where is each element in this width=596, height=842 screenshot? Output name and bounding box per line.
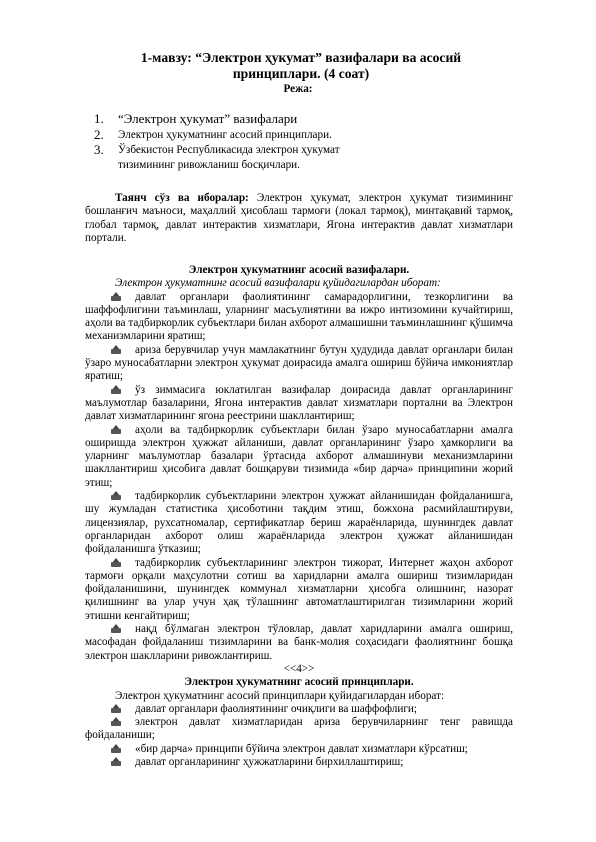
- list-item-text: аҳоли ва тадбиркорлик субъектлари билан ўзаро муносабатларни амалга оширишда электрон ҳужжат айланиши, давлат органларининг ўзаро ҳамкорлиги ва уларнинг маълумотлар базалари ўртасида ахборот алмашинуви механизмларини шакллантириш ҳисобига давлат бошқаруви тизимида «бир дарча» принципини жорий этиш;: [85, 423, 513, 489]
- list-item-text: тадбиркорлик субъектларини электрон ҳужжат айланишидан фойдаланишга, шу жумладан статистика ҳисоботини тақдим этиш, божхона расмийлаштируви, лицензиялар, рухсатномалар, сертификатлар бериш жараёнларида, шунингдек давлат органларидан ахборот олиш жараёнларида электрон ҳужжат айланишидан фойдаланишга ўтказиш;: [85, 490, 513, 556]
- list-item-text: ўз зиммасига юклатилган вазифалар доирасида давлат органларининг маълумотлар базаларини, Ягона интерактив давлат хизматлари портални ва Электрон давлат хизматларининг ягона реестрини шакллантириш;: [85, 383, 513, 423]
- list-item: [85, 756, 513, 769]
- bullet-icon: [111, 491, 121, 500]
- bullet-icon: [111, 425, 121, 434]
- list-item: [85, 557, 513, 623]
- list-item-text: нақд бўлмаган электрон тўловлар, давлат харидларини амалга ошириш, масофадан фойдаланиш тизимларини ва банк-молия соҳасидаги фаолиятнинг бошқа электрон шаклларини ривожлантириш.: [85, 623, 513, 662]
- section-principles-intro: Электрон ҳукуматнинг асосий принциплари қуйидагилардан иборат:: [115, 689, 445, 702]
- list-item-text: «бир дарча» принципи бўйича электрон давлат хизматлари кўрсатиш;: [135, 742, 468, 755]
- list-item: [85, 716, 513, 743]
- bullet-icon: [111, 345, 121, 354]
- bullet-icon: [111, 624, 121, 633]
- section-functions-intro: Электрон ҳукуматнинг асосий вазифалари қуйидагилардан иборат:: [115, 277, 441, 290]
- list-item: [85, 703, 513, 716]
- keywords-label: Таянч сўз ва иборалар:: [115, 192, 249, 204]
- list-item-text: давлат органлари фаолиятининг очиқлиги ва шаффофлиги;: [135, 702, 418, 715]
- keywords-text: Электрон ҳукумат, электрон ҳукумат тизимининг бошланғич маъноси, маҳаллий ҳисоблаш тармоғи (локал тармоқ), минтақавий тармоқ, глобал тармоқ, давлат интерактив хизматлари, Ягона интерактив давлат хизматлари портали.: [85, 192, 513, 244]
- list-item: [85, 291, 513, 344]
- keywords-paragraph: [85, 192, 513, 245]
- bullet-icon: [111, 558, 121, 567]
- plan-item-text: Электрон ҳукуматнинг асосий принциплари.: [118, 128, 332, 141]
- bullet-icon: [111, 717, 121, 726]
- bullet-icon: [111, 744, 121, 753]
- plan-item-number: 2.: [94, 126, 104, 142]
- plan-item-text: “Электрон ҳукумат” вазифалари: [118, 111, 298, 126]
- page-marker: <<4>>: [283, 662, 315, 675]
- list-item-text: электрон давлат хизматларидан ариза берувчиларнинг тенг равишда фойдаланиши;: [85, 716, 513, 742]
- plan-item: [94, 128, 514, 143]
- list-item: [85, 384, 513, 424]
- bullet-icon: [111, 757, 121, 766]
- plan-item-number: 1.: [94, 111, 104, 126]
- plan-list: [94, 112, 514, 173]
- plan-item: [94, 143, 514, 172]
- section-principles-heading: Электрон ҳукуматнинг асосий принциплари.: [184, 676, 414, 689]
- plan-item-text: Ўзбекистон Республикасида электрон ҳукумат тизимининг ривожланиш босқичлари.: [118, 144, 340, 171]
- list-item-text: давлат органлари фаолиятининг самарадорлигини, тезкорлигини ва шаффофлигини таъминлаш, уларнинг масъулиятини ва ижро интизомини кучайтириш, аҳоли ва тадбиркорлик субъектлари билан ахборот алмашишни таъминлашнинг қўшимча механизмларини яратиш;: [85, 290, 513, 343]
- list-item: [85, 490, 513, 556]
- section-functions-heading: Электрон ҳукуматнинг асосий вазифалари.: [188, 264, 410, 276]
- document-title: 1-мавзу: “Электрон ҳукумат” вазифалари ва асосий принциплари. (4 соат): [140, 50, 462, 81]
- plan-item: [94, 112, 514, 127]
- list-item: [85, 743, 513, 756]
- bullet-icon: [111, 385, 121, 394]
- plan-heading: Режа:: [283, 83, 313, 95]
- list-item-text: тадбиркорлик субъектларининг электрон тижорат, Интернет жаҳон ахборот тармоғи орқали маҳсулотни сотиш ва харидларни амалга ошириш тизимларидан фойдаланишини, шунингдек коммунал хизматларни ҳисобга олишнинг, назорат қилишнинг ва улар учун ҳақ тўлашнинг автоматлаштирилган тизимларини жорий этишни кенгайтириш;: [85, 556, 513, 622]
- plan-item-number: 3.: [94, 142, 104, 157]
- bullet-icon: [111, 292, 121, 301]
- list-item-text: ариза берувчилар учун мамлакатнинг бутун ҳудудида давлат органлари билан ўзаро муносабатларни электрон ҳукумат доирасида амалга ошириш бўйича имкониятлар яратиш;: [85, 343, 513, 383]
- section-functions: [85, 264, 513, 769]
- list-item-text: давлат органларининг ҳужжатларини бирхиллаштириш;: [135, 755, 404, 768]
- list-item: [85, 344, 513, 384]
- list-item: [85, 623, 513, 663]
- bullet-icon: [111, 704, 121, 713]
- list-item: [85, 424, 513, 490]
